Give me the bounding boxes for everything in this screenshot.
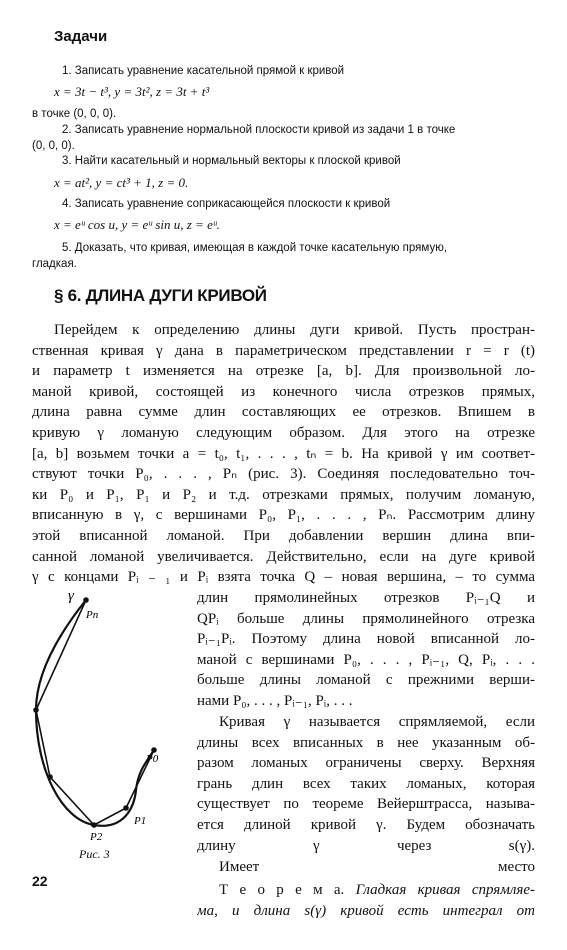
p1-line-5: длина равна сумме длин составляющих ее отрезков. Впишем в [32, 404, 535, 421]
theorem-text-1: Гладкая кривая спрямляе- [355, 882, 535, 898]
vertex-p0 [151, 747, 157, 753]
p2-line-3: разом ломаных ограничены сверху. Верхняя [197, 755, 535, 772]
theorem-line-2: ма, и длина s(γ) кривой есть интеграл от [197, 902, 535, 919]
paragraph-1 [32, 320, 535, 588]
tasks-heading: Задачи [54, 28, 108, 45]
label-p1: P1 [134, 815, 147, 827]
label-gamma: γ [68, 588, 74, 604]
figure-caption: Рис. 3 [79, 847, 110, 861]
p1-line-2: ственная кривая γ дана в параметрическом представлении r = r (t) [32, 342, 535, 359]
p1r-line-2: QPᵢ больше длины прямолинейного отрезка [197, 610, 535, 627]
curve-gamma [36, 600, 154, 826]
p1r-line-1: длин прямолинейных отрезков Pᵢ₋₁Q и [197, 590, 535, 606]
label-p0: P0 [146, 753, 159, 765]
task-1-text: 1. Записать уравнение касательной прямой к кривой [62, 65, 345, 77]
p1-line-1: Перейдем к определению длины дуги кривой. Пусть простран- [54, 322, 535, 338]
p1-line-11: этой вписанной ломаной. При добавлении вершин длина впи- [32, 527, 535, 544]
vertex-p2 [91, 822, 97, 828]
p1r-line-4: маной с вершинами P₀, . . . , Pᵢ₋₁, Q, Pᵢ, . . . [197, 651, 535, 668]
task-3-text: 3. Найти касательный и нормальный векторы к плоской кривой [62, 155, 401, 167]
p2-line-6: ется длиной кривой γ. Будем обозначать [197, 816, 535, 833]
p1-line-13: γ с концами Pᵢ ₋ ₁ и Pᵢ взята точка Q – новая вершина, – то сумма [32, 569, 535, 586]
p1-line-8: ствуют точки P₀, . . . , Pₙ (рис. 3). Соединяя последовательно точ- [32, 466, 535, 483]
paragraph-2 [197, 712, 535, 856]
theorem-label: Т е о р е м а. [219, 882, 345, 898]
task-2-text: 2. Записать уравнение нормальной плоскости кривой из задачи 1 в точке [62, 124, 456, 136]
task-1-point: в точке (0, 0, 0). [32, 108, 117, 120]
task-4-formula: x = eᵘ cos u, y = eᵘ sin u, z = eᵘ. [54, 217, 220, 232]
paragraph-1-right [197, 588, 535, 712]
p2-line-1: Кривая γ называется спрямляемой, если [219, 714, 535, 730]
curve-figure [22, 580, 194, 845]
p1r-line-3: Pᵢ₋₁Pᵢ. Поэтому длина новой вписанной ло- [197, 631, 535, 648]
label-pn: Pn [86, 609, 99, 621]
section-title: § 6. ДЛИНА ДУГИ КРИВОЙ [54, 286, 267, 305]
task-5-cont: гладкая. [32, 258, 77, 270]
vertex-low [47, 774, 53, 780]
vertex-pn [83, 597, 89, 603]
task-3-formula: x = at², y = ct³ + 1, z = 0. [54, 175, 189, 190]
p2-line-4: грань длин всех таких ломаных, которая [197, 775, 535, 792]
p1-line-7: [a, b] возьмем точки a = t₀, t₁, . . . , tₙ = b. На кривой γ им соответ- [32, 445, 535, 462]
task-1-formula: x = 3t − t³, y = 3t², z = 3t + t³ [54, 84, 210, 99]
p1-line-9: ки P₀ и P₁, P₁ и P₂ и т.д. отрезками прямых, получим ломаную, [32, 486, 535, 503]
p1-line-4: маной кривой, состоящей из конечного числа отрезков прямых, [32, 383, 535, 400]
task-2-point: (0, 0, 0). [32, 140, 75, 152]
p1r-line-5: больше длины ломаной с прежними верши- [197, 672, 535, 689]
task-4-text: 4. Записать уравнение соприкасающейся плоскости к кривой [62, 198, 391, 210]
theorem-line-1 [197, 880, 535, 901]
theorem [197, 880, 535, 921]
p2-line-7: длину γ через s(γ). [197, 837, 535, 854]
paragraph-3: Имеет место [219, 859, 535, 875]
p2-line-5: существует по теореме Вейерштрасса, называ- [197, 796, 535, 813]
p1-line-6: кривую γ ломаную следующим образом. Для этого на отрезке [32, 424, 535, 441]
p1-line-10: вписанную в γ, с вершинами P₀, P₁, . . . , Pₙ. Рассмотрим длину [32, 507, 535, 524]
page-number: 22 [32, 873, 48, 889]
task-5-text: 5. Доказать, что кривая, имеющая в каждой точке касательную прямую, [62, 242, 448, 254]
vertex-mid [33, 707, 39, 713]
p1r-line-6: нами P₀, . . . , Pᵢ₋₁, Pᵢ, . . . [197, 692, 353, 709]
vertex-p1 [123, 805, 129, 811]
p2-line-2: длины всех вписанных в нее указанным об- [197, 734, 535, 751]
label-p2: P2 [90, 831, 103, 843]
p1-line-12: санной ломаной увеличивается. Действительно, если на дуге кривой [32, 548, 535, 565]
p1-line-3: и параметр t изменяется на отрезке [a, b]. Для произвольной ло- [32, 363, 535, 380]
